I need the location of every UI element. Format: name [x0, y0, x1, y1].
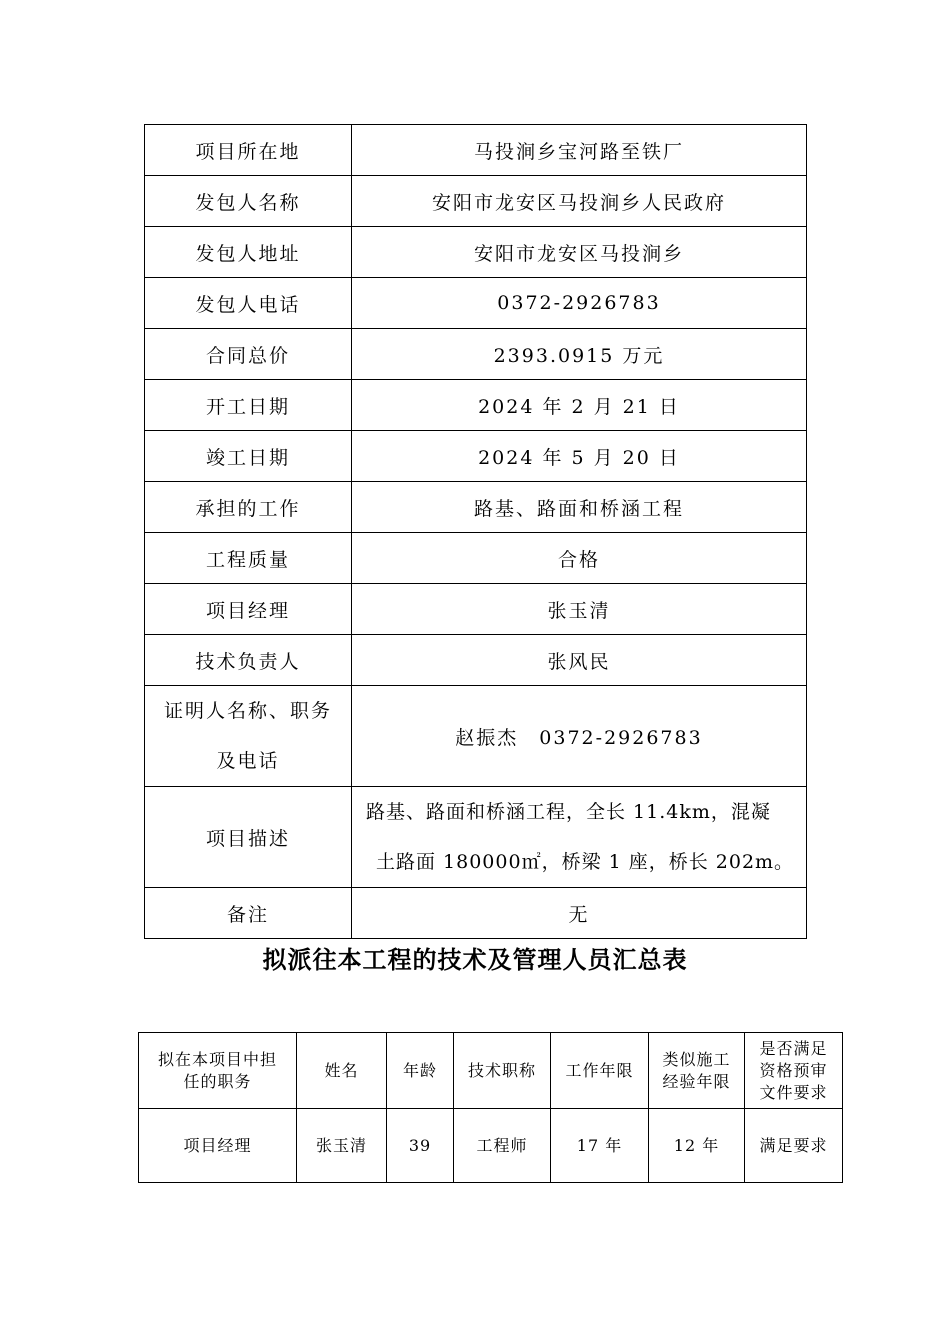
remark-label: 备注: [145, 888, 352, 939]
header-title: 技术职称: [454, 1033, 551, 1109]
row-value: 张玉清: [352, 584, 807, 635]
summary-title: 拟派往本工程的技术及管理人员汇总表: [262, 946, 688, 974]
project-row: [145, 431, 807, 482]
witness-value: 赵振杰 0372-2926783: [352, 686, 807, 787]
header-role: [139, 1033, 297, 1109]
description-value: [352, 787, 807, 888]
remark-value: 无: [352, 888, 807, 939]
staff-header-row: [139, 1033, 843, 1109]
row-value: 2393.0915 万元: [352, 329, 807, 380]
row-value: 2024 年 2 月 21 日: [352, 380, 807, 431]
header-role-line2: 任的职务: [183, 1071, 252, 1091]
staff-role: 项目经理: [139, 1109, 297, 1183]
row-label: 技术负责人: [145, 635, 352, 686]
row-value: 安阳市龙安区马投涧乡人民政府: [352, 176, 807, 227]
row-value: 0372-2926783: [352, 278, 807, 329]
row-value: 安阳市龙安区马投涧乡: [352, 227, 807, 278]
witness-row: [145, 686, 807, 787]
project-info-table: [144, 124, 807, 939]
project-row: [145, 482, 807, 533]
row-label: 发包人地址: [145, 227, 352, 278]
row-label: 承担的工作: [145, 482, 352, 533]
header-meets-line2: 资格预审: [759, 1060, 828, 1080]
witness-label: [145, 686, 352, 787]
row-value: 马投涧乡宝河路至铁厂: [352, 125, 807, 176]
project-row: [145, 227, 807, 278]
description-label: 项目描述: [145, 787, 352, 888]
header-meets: [745, 1033, 843, 1109]
staff-name: 张玉清: [297, 1109, 387, 1183]
row-label: 发包人名称: [145, 176, 352, 227]
project-row: [145, 584, 807, 635]
staff-title: 工程师: [454, 1109, 551, 1183]
description-line2: 土路面 180000㎡，桥梁 1 座，桥长 202m。: [376, 851, 795, 873]
staff-summary-table: [138, 1032, 843, 1183]
row-value: 张风民: [352, 635, 807, 686]
project-row: [145, 635, 807, 686]
staff-row: [139, 1109, 843, 1183]
row-label: 工程质量: [145, 533, 352, 584]
row-value: 路基、路面和桥涵工程: [352, 482, 807, 533]
header-meets-line3: 文件要求: [759, 1082, 828, 1102]
staff-similar-years: 12 年: [649, 1109, 745, 1183]
row-label: 合同总价: [145, 329, 352, 380]
header-similar-line1: 类似施工: [662, 1049, 731, 1069]
staff-age: 39: [387, 1109, 454, 1183]
project-row: [145, 176, 807, 227]
project-row: [145, 278, 807, 329]
header-name: 姓名: [297, 1033, 387, 1109]
project-row: [145, 380, 807, 431]
description-row: [145, 787, 807, 888]
staff-years: 17 年: [551, 1109, 649, 1183]
row-label: 项目经理: [145, 584, 352, 635]
witness-label-line2: 及电话: [216, 750, 280, 772]
header-meets-line1: 是否满足: [759, 1038, 828, 1058]
project-row: [145, 533, 807, 584]
header-similar-line2: 经验年限: [662, 1071, 731, 1091]
description-line1: 路基、路面和桥涵工程，全长 11.4km，混凝: [366, 801, 771, 823]
header-similar-years: [649, 1033, 745, 1109]
project-row: [145, 329, 807, 380]
header-years: 工作年限: [551, 1033, 649, 1109]
remark-row: [145, 888, 807, 939]
row-label: 竣工日期: [145, 431, 352, 482]
header-age: 年龄: [387, 1033, 454, 1109]
row-label: 发包人电话: [145, 278, 352, 329]
project-row: [145, 125, 807, 176]
witness-label-line1: 证明人名称、职务: [163, 700, 332, 722]
row-label: 开工日期: [145, 380, 352, 431]
row-label: 项目所在地: [145, 125, 352, 176]
staff-meets: 满足要求: [745, 1109, 843, 1183]
row-value: 2024 年 5 月 20 日: [352, 431, 807, 482]
header-role-line1: 拟在本项目中担: [157, 1049, 277, 1069]
row-value: 合格: [352, 533, 807, 584]
